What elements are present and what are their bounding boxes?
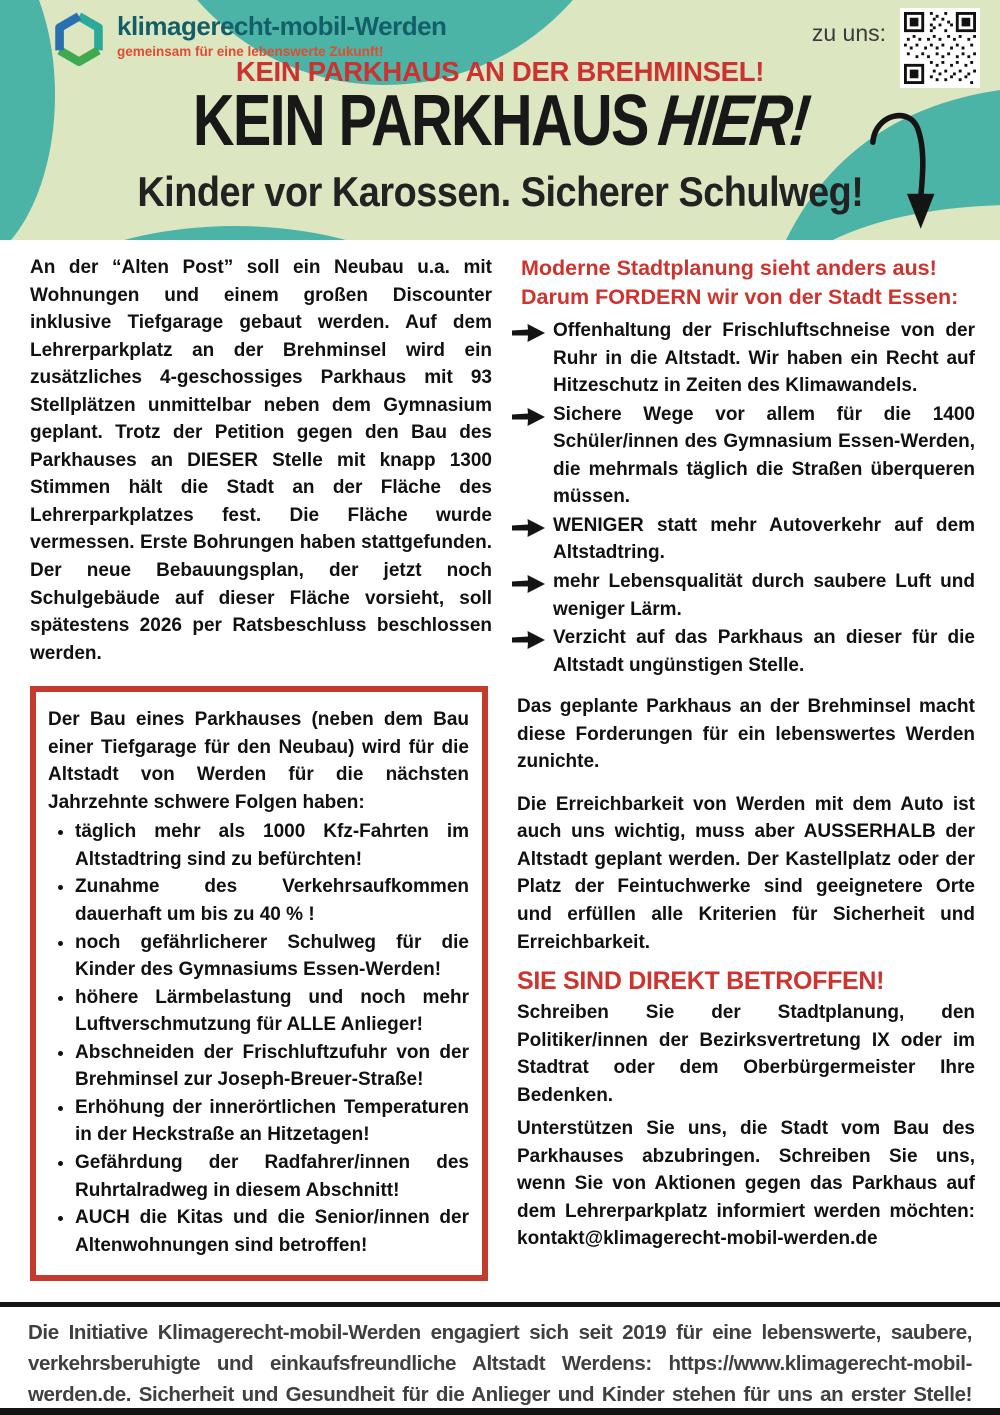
demands-heading-line1: Moderne Stadtplanung sieht anders aus! (521, 256, 937, 280)
consequence-item: • Erhöhung der innerörtlichen Temperaturen in der Heckstraße an Hitzetagen! (75, 1094, 469, 1149)
demand-item (517, 568, 975, 623)
warning-box-intro: Der Bau eines Parkhauses (neben dem Bau einer Tiefgarage für den Neubau) wird für die Altstadt von Werden für die nächsten Jahrzehnte schwere Folgen haben: (48, 709, 469, 813)
curved-down-arrow-icon (860, 102, 952, 234)
arrow-right-icon (511, 321, 547, 345)
parkhaus-zunichte-paragraph: Das geplante Parkhaus an der Brehminsel macht diese Forderungen für ein lebenswertes Werden zunichte. (517, 696, 975, 773)
erreichbarkeit-paragraph: Die Erreichbarkeit von Werden mit dem Auto ist auch uns wichtig, muss aber AUSSERHALB der Altstadt geplant werden. Der Kastellplatz oder der Platz der Feintuchwerke sind geeignetere Orte und erfüllen alle Kriterien für Sicherheit und Erreichbarkeit. (517, 793, 975, 953)
consequence-item: • AUCH die Kitas und die Senior/innen der Altenwohnungen sind betroffen! (75, 1204, 469, 1259)
sub-headline-text: Kinder vor Karossen. Sicherer Schulweg! (136, 168, 864, 215)
right-column (517, 254, 975, 1253)
demands-heading-line2: Darum FORDERN wir von der Stadt Essen: (521, 285, 959, 310)
consequence-item: • Abschneiden der Frischluftzufuhr von der Brehminsel zur Joseph-Breuer-Straße! (75, 1039, 469, 1094)
top-slogan: KEIN PARKHAUS AN DER BREHMINSEL! (235, 56, 765, 87)
headline-text: KEIN PARKHAUS (192, 81, 648, 161)
demand-text: Sichere Wege vor allem für die 1400 Schüler/innen des Gymnasium Essen-Werden, die mehrmals täglich die Straßen überqueren müssen. (553, 403, 975, 508)
logo-text (117, 12, 446, 59)
consequence-item: • Zunahme des Verkehrsaufkommen dauerhaft um bis zu 40 % ! (75, 873, 469, 928)
logo-title: klimagerecht-mobil-Werden (117, 11, 447, 41)
main-headline (0, 81, 1000, 161)
consequences-warning-box (30, 686, 488, 1281)
unterstuetzen-paragraph: Unterstützen Sie uns, die Stadt vom Bau des Parkhauses abzubringen. Schreiben Sie uns, wenn Sie von Aktionen gegen das Parkhaus auf dem Lehrerparkplatz informiert werden möchten: kontakt@klimagerecht-mobil-werden.de (517, 1118, 975, 1250)
arrow-right-icon (511, 628, 547, 652)
arrow-right-icon (511, 572, 547, 596)
left-column (30, 254, 492, 1281)
betroffen-heading: SIE SIND DIREKT BETROFFEN! (517, 967, 885, 996)
consequence-item: • Gefährdung der Radfahrer/innen des Ruhrtalradweg in diesem Abschnitt! (75, 1149, 469, 1204)
arrow-right-icon (511, 405, 547, 429)
demands-list (517, 317, 975, 679)
demand-item (517, 512, 975, 567)
arrow-right-icon (511, 516, 547, 540)
footer-bar (0, 1302, 1000, 1415)
demand-item (517, 624, 975, 679)
consequence-item: • höhere Lärmbelastung und noch mehr Luftverschmutzung für ALLE Anlieger! (75, 984, 469, 1039)
logo-tagline: gemeinsam für eine lebenswerte Zukunft! (117, 43, 384, 59)
demand-text: mehr Lebensqualität durch saubere Luft und weniger Lärm. (553, 570, 975, 620)
footer-text: Die Initiative Klimagerecht-mobil-Werden engagiert sich seit 2019 für eine lebenswerte, saubere, verkehrsberuhigte und einkaufsfreundliche Altstadt Werdens: https://www.klimagerecht-mobil-werden.de. Sicherheit und Gesundheit für die Anlieger und Kinder stehen für uns an erster Stelle! (28, 1321, 972, 1406)
demand-text: WENIGER statt mehr Autoverkehr auf dem Altstadtring. (553, 514, 975, 564)
qr-label: zu uns: (811, 20, 886, 46)
demand-text: Verzicht auf das Parkhaus an dieser für die Altstadt ungünstigen Stelle. (553, 627, 975, 676)
demand-text: Offenhaltung der Frischluftschneise von der Ruhr in die Altstadt. Wir haben ein Recht auf Hitzeschutz in Zeiten des Klimawandels. (553, 320, 975, 397)
consequence-item: • täglich mehr als 1000 Kfz-Fahrten im Altstadtring sind zu befürchten! (75, 818, 469, 873)
headline-accent: HIER! (654, 81, 813, 161)
consequences-list (48, 818, 469, 1259)
intro-paragraph: An der “Alten Post” soll ein Neubau u.a. mit Wohnungen und einem großen Discounter inklusive Tiefgarage gebaut werden. Auf dem Lehrerparkplatz an der Brehminsel wird ein zusätzliches 4-geschossiges Parkhaus mit 93 Stellplätzen unmittelbar neben dem Gymnasium geplant. Trotz der Petition gegen den Bau des Parkhauses an DIESER Stelle mit knapp 1300 Stimmen hält die Stadt an der Fläche des Lehrerparkplatzes fest. Die Fläche wurde vermessen. Erste Bohrungen haben stattgefunden. Der neue Bebauungsplan, der jetzt noch Schulgebäude auf dieser Fläche vorsieht, soll spätestens 2026 per Ratsbeschluss beschlossen werden. (30, 257, 492, 664)
demand-item (517, 401, 975, 511)
consequence-item: • noch gefährlicherer Schulweg für die Kinder des Gymnasiums Essen-Werden! (75, 929, 469, 984)
demand-item (517, 317, 975, 400)
sub-headline (0, 168, 1000, 216)
schreiben-sie-paragraph: Schreiben Sie der Stadtplanung, den Politiker/innen der Bezirksvertretung IX oder im Stadtrat oder dem Oberbürgermeister Ihre Bedenken. (517, 1002, 975, 1106)
header-banner (0, 0, 1000, 240)
